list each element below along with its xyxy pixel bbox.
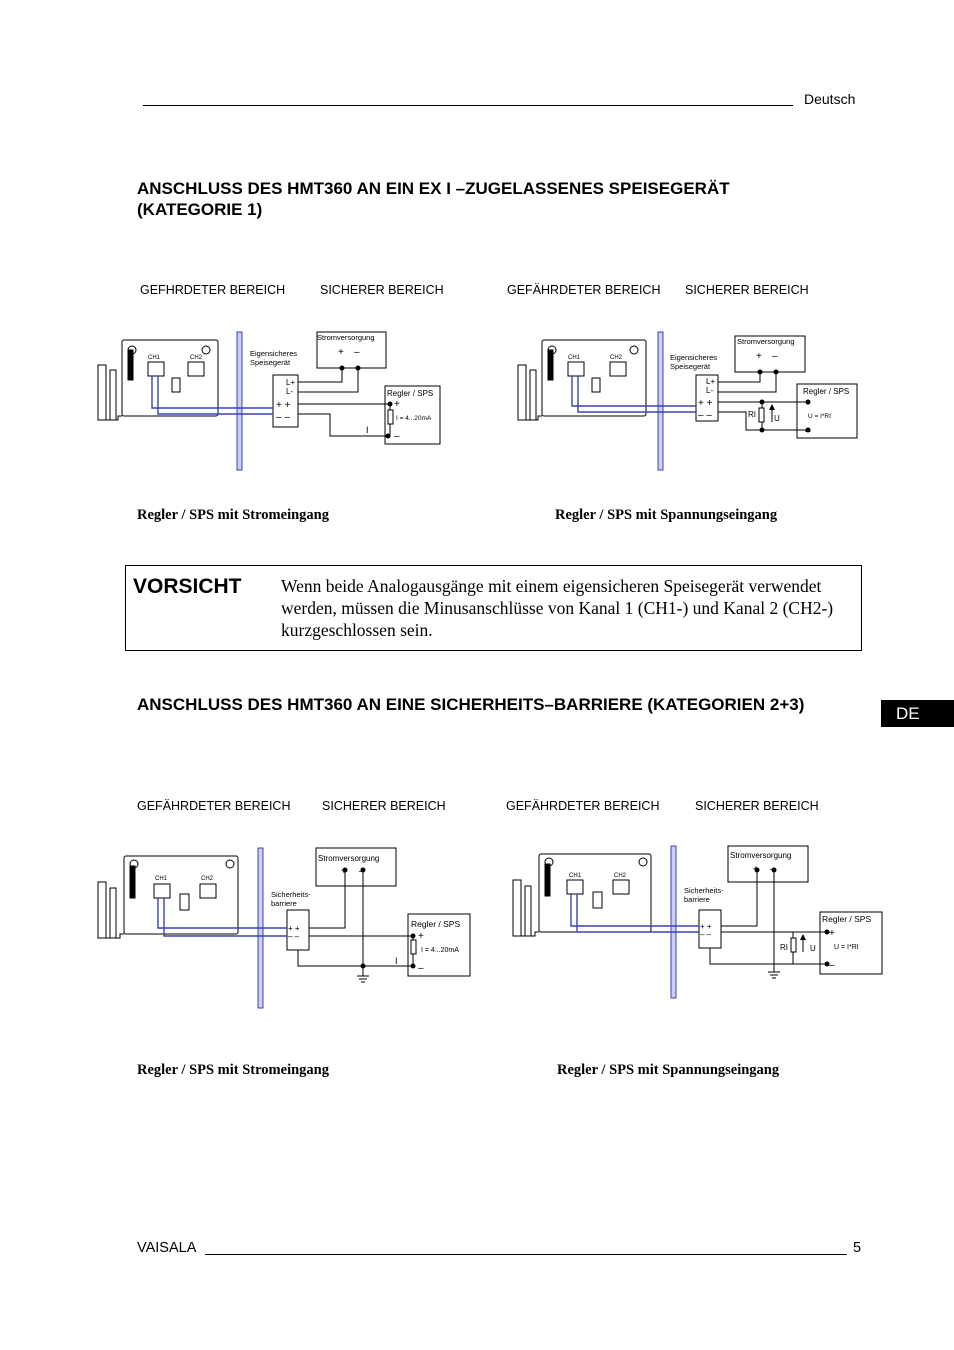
svg-text:+: + [341, 866, 347, 877]
s2-right-hazard-label: GEFÄHRDETER BEREICH [506, 799, 660, 813]
svg-text:CH2: CH2 [614, 873, 627, 879]
svg-text:–: – [772, 351, 778, 362]
svg-text:L-: L- [706, 386, 714, 395]
language-tab: DE [881, 700, 954, 727]
svg-text:–: – [770, 864, 776, 875]
svg-text:– –: – – [276, 412, 290, 423]
svg-text:Speisegerät: Speisegerät [250, 358, 291, 367]
svg-text:Sicherheits-: Sicherheits- [271, 890, 311, 899]
header-language: Deutsch [804, 91, 856, 107]
svg-text:+ +: + + [698, 398, 713, 409]
footer-brand: VAISALA [137, 1240, 197, 1256]
footer-rule [205, 1254, 847, 1255]
svg-text:+: + [418, 931, 424, 942]
svg-text:I: I [366, 425, 369, 435]
svg-text:U: U [774, 414, 780, 423]
svg-text:+: + [756, 351, 762, 362]
wiring-diagram-s2-voltage [505, 840, 895, 1010]
svg-text:Stromversorgung: Stromversorgung [730, 851, 792, 860]
svg-text:CH1: CH1 [568, 355, 581, 361]
svg-text:I = 4...20mA: I = 4...20mA [396, 415, 432, 422]
caution-text: Wenn beide Analogausgänge mit einem eigensicheren Speisegerät verwendet werden, müssen die Minusanschlüsse von Kanal 1 (CH1-) und Kanal 2 (CH2-) kurzgeschlossen sein. [281, 576, 834, 640]
svg-text:Stromversorgung: Stromversorgung [318, 854, 380, 863]
svg-text:– –: – – [700, 930, 712, 939]
wiring-diagram-s2-current [90, 840, 480, 1010]
s1-right-caption: Regler / SPS mit Spannungseingang [555, 507, 778, 523]
svg-text:+: + [338, 347, 344, 358]
svg-text:Sicherheits-: Sicherheits- [684, 886, 724, 895]
svg-text:Stromversorgung: Stromversorgung [737, 337, 795, 346]
svg-text:+: + [805, 398, 811, 409]
svg-text:–: – [418, 963, 424, 974]
svg-text:+: + [753, 864, 759, 875]
s2-left-safe-label: SICHERER BEREICH [322, 799, 446, 813]
svg-text:–: – [805, 426, 811, 437]
svg-text:Eigensicheres: Eigensicheres [250, 349, 298, 358]
svg-text:–: – [829, 960, 835, 971]
svg-text:Regler / SPS: Regler / SPS [803, 387, 850, 396]
svg-text:–: – [394, 431, 400, 442]
svg-text:Regler / SPS: Regler / SPS [411, 919, 461, 929]
svg-text:–: – [354, 347, 360, 358]
s2-right-safe-label: SICHERER BEREICH [695, 799, 819, 813]
wiring-diagram-s1-current [90, 320, 450, 480]
svg-text:L+: L+ [286, 378, 296, 387]
svg-text:Regler / SPS: Regler / SPS [822, 914, 872, 924]
svg-text:–: – [359, 866, 365, 877]
section1-title: ANSCHLUSS DES HMT360 AN EIN EX I –ZUGELASSENES SPEISEGERÄT (KATEGORIE 1) [137, 179, 730, 219]
s1-left-safe-label: SICHERER BEREICH [320, 283, 444, 297]
svg-text:I: I [395, 956, 398, 966]
wiring-diagram-s1-voltage [510, 320, 870, 480]
s2-right-caption: Regler / SPS mit Spannungseingang [557, 1062, 780, 1078]
s1-left-hazard-label: GEFHRDETER BEREICH [140, 283, 286, 297]
svg-text:CH1: CH1 [569, 873, 582, 879]
svg-text:U: U [810, 944, 816, 953]
s1-left-caption: Regler / SPS mit Stromeingang [137, 507, 329, 523]
s1-right-hazard-label: GEFÄHRDETER BEREICH [507, 283, 661, 297]
caution-title: VORSICHT [133, 575, 242, 598]
svg-text:Eigensicheres: Eigensicheres [670, 353, 718, 362]
page-number: 5 [853, 1240, 862, 1256]
svg-text:– –: – – [698, 410, 712, 421]
svg-text:CH2: CH2 [190, 355, 203, 361]
svg-text:CH2: CH2 [610, 355, 623, 361]
svg-text:L+: L+ [706, 377, 716, 386]
svg-text:RI: RI [780, 943, 788, 952]
svg-text:CH2: CH2 [201, 876, 214, 882]
svg-text:Regler / SPS: Regler / SPS [387, 389, 434, 398]
svg-text:+: + [394, 399, 400, 410]
svg-text:CH1: CH1 [148, 355, 161, 361]
svg-text:+ +: + + [288, 924, 300, 933]
s1-right-safe-label: SICHERER BEREICH [685, 283, 809, 297]
svg-text:U = I*RI: U = I*RI [834, 944, 859, 951]
s2-left-hazard-label: GEFÄHRDETER BEREICH [137, 799, 291, 813]
svg-text:+ +: + + [276, 400, 291, 411]
svg-text:+: + [829, 928, 835, 939]
svg-text:CH1: CH1 [155, 876, 168, 882]
svg-text:Stromversorgung: Stromversorgung [317, 333, 375, 342]
section2-title: ANSCHLUSS DES HMT360 AN EINE SICHERHEITS–BARRIERE (KATEGORIEN 2+3) [137, 695, 805, 714]
svg-text:+ +: + + [700, 922, 712, 931]
svg-text:I = 4...20mA: I = 4...20mA [421, 947, 459, 954]
svg-text:U = I*RI: U = I*RI [808, 413, 831, 420]
svg-text:barriere: barriere [271, 899, 297, 908]
svg-text:barriere: barriere [684, 895, 710, 904]
svg-text:L-: L- [286, 387, 294, 396]
header-rule [143, 105, 793, 106]
svg-text:– –: – – [288, 932, 300, 941]
svg-text:Speisegerät: Speisegerät [670, 362, 711, 371]
svg-text:RI: RI [748, 410, 756, 419]
s2-left-caption: Regler / SPS mit Stromeingang [137, 1062, 329, 1078]
